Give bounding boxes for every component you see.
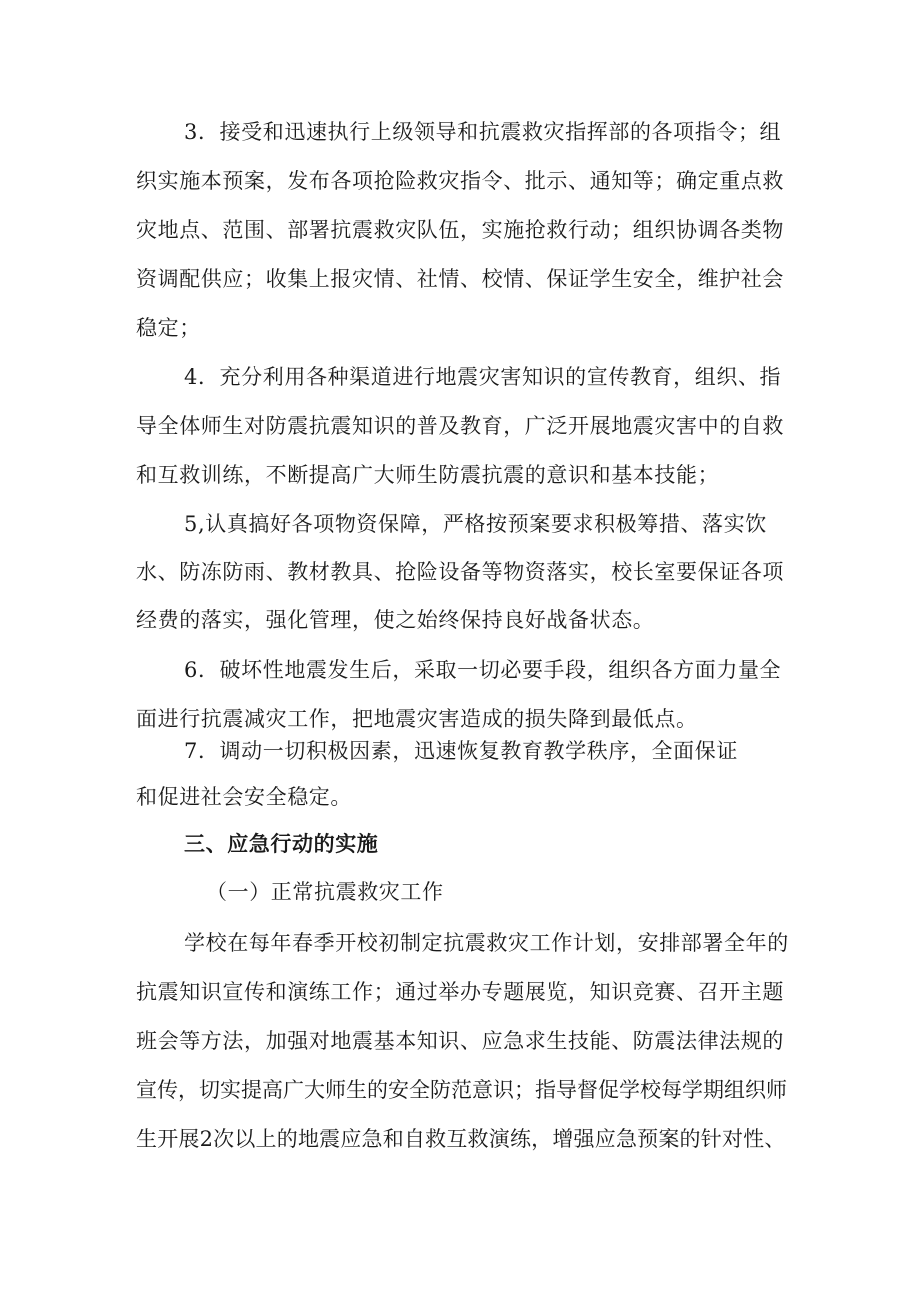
- item-3-line-1: 3．接受和迅速执行上级领导和抗震救灾指挥部的各项指令；组: [184, 120, 782, 144]
- item-4-line-1: 4．充分利用各种渠道进行地震灾害知识的宣传教育，组织、指: [184, 365, 782, 389]
- item-3-line-2: 织实施本预案，发布各项抢险救灾指令、批示、通知等；确定重点救: [136, 169, 784, 193]
- item-3-line-4: 资调配供应；收集上报灾情、社情、校情、保证学生安全，维护社会: [136, 267, 784, 291]
- subsection-heading: （一）正常抗震救灾工作: [206, 880, 444, 904]
- item-5-line-2: 水、防冻防雨、教材教具、抢险设备等物资落实，校长室要保证各项: [136, 560, 784, 584]
- item-7-line-1: 7．调动一切积极因素，迅速恢复教育教学秩序，全面保证: [184, 739, 738, 763]
- section-heading: 三、应急行动的实施: [184, 832, 379, 856]
- item-4-line-2: 导全体师生对防震抗震知识的普及教育，广泛开展地震灾害中的自救: [136, 414, 784, 438]
- body-line-4: 宣传，切实提高广大师生的安全防范意识；指导督促学校每学期组织师: [136, 1078, 787, 1102]
- item-5-line-1: 5,认真搞好各项物资保障，严格按预案要求积极筹措、落实饮: [184, 512, 767, 536]
- body-line-2: 抗震知识宣传和演练工作；通过举办专题展览，知识竞赛、召开主题: [136, 980, 784, 1004]
- item-6-line-2: 面进行抗震减灾工作，把地震灾害造成的损失降到最低点。: [136, 707, 698, 731]
- body-line-5: 生开展2次以上的地震应急和自救互救演练，增强应急预案的针对性、: [136, 1127, 786, 1151]
- item-4-line-3: 和互救训练，不断提高广大师生防震抗震的意识和基本技能；: [136, 463, 720, 487]
- item-3-line-5: 稳定；: [136, 316, 201, 340]
- item-6-line-1: 6．破坏性地震发生后，采取一切必要手段，组织各方面力量全: [184, 658, 782, 682]
- item-3-line-3: 灾地点、范围、部署抗震救灾队伍，实施抢救行动；组织协调各类物: [136, 218, 784, 242]
- item-5-line-3: 经费的落实，强化管理，使之始终保持良好战备状态。: [136, 608, 655, 632]
- body-line-3: 班会等方法，加强对地震基本知识、应急求生技能、防震法律法规的: [136, 1029, 784, 1053]
- body-line-1: 学校在每年春季开校初制定抗震救灾工作计划，安排部署全年的: [184, 931, 789, 955]
- item-7-line-2: 和促进社会安全稳定。: [136, 785, 352, 809]
